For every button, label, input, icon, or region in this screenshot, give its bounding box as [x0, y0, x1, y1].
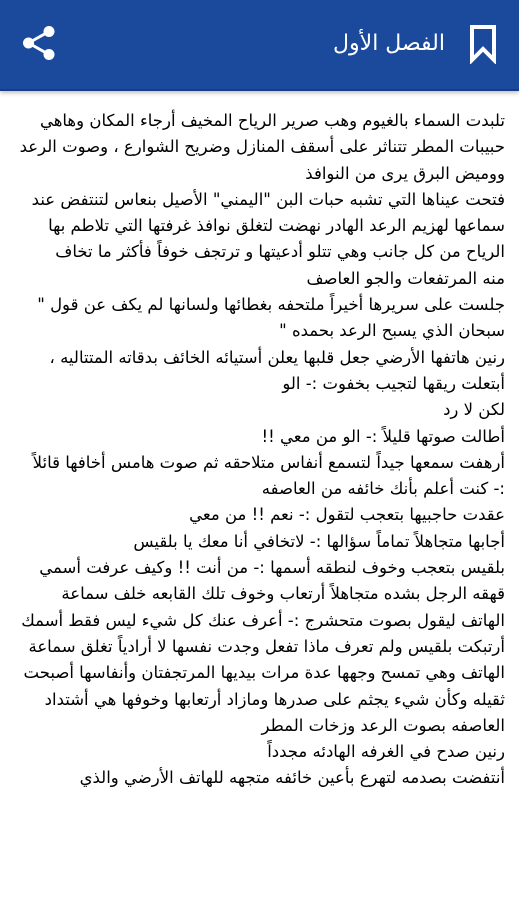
text-line: رنين صدح في الغرفه الهادئه مجدداً — [267, 742, 505, 762]
text-line: رنين هاتفها الأرضي جعل قلبها يعلن أستيائه الخائف بدقاته المتتاليه ، — [49, 347, 505, 367]
text-line: عقدت حاجبيها بتعجب لتقول :- نعم !! من معي — [189, 505, 505, 525]
text-line: العاصفه بصوت الرعد وزخات المطر — [261, 715, 505, 735]
text-line: سبحان الذي يسبح الرعد بحمده " — [279, 321, 505, 341]
chapter-text — [12, 108, 505, 792]
text-line: أجابها متجاهلاً تماماً سؤالها :- لاتخافي أنا معك يا بلقيس — [133, 531, 505, 551]
text-line: الهاتف ليقول بصوت متحشرج :- أعرف عنك كل شيء ليس فقط أسمك — [21, 610, 505, 630]
text-line: أرهفت سمعها جيداً لتسمع أنفاس متلاحقه ثم صوت هامس أخافها قائلاً — [32, 452, 505, 472]
text-line: ثقيله وكأن شيء يجثم على صدرها ومازاد أرتعابها وخوفها هي أشتداد — [44, 689, 505, 709]
text-line: أرتبكت بلقيس ولم تعرف ماذا تفعل وجدت نفسها لا أرادياً تغلق سماعة — [28, 636, 505, 656]
text-line: بلقيس بتعجب وخوف لنطقه أسمها :- من أنت !! وكيف عرفت أسمي — [39, 558, 505, 578]
text-line: الرياح من كل جانب وهي تتلو أدعيتها و ترتجف خوفاً فأكثر ما تخاف — [55, 242, 505, 262]
text-line: أطالت صوتها قليلاً :- الو من معي !! — [261, 426, 505, 446]
text-line: قهقه الرجل بشده متجاهلاً أرتعاب وخوف تلك القابعه خلف سماعة — [61, 584, 505, 604]
chapter-content[interactable] — [0, 108, 519, 900]
text-line: منه المرتفعات والجو العاصف — [306, 268, 505, 288]
text-line: لكن لا رد — [443, 400, 505, 420]
bookmark-button[interactable] — [465, 22, 501, 66]
share-icon — [20, 24, 58, 62]
app-bar — [0, 0, 519, 91]
share-button[interactable] — [18, 22, 60, 64]
text-line: سماعها لهزيم الرعد الهادر نهضت لتغلق نوافذ غرفتها التي تلاطم بها — [48, 216, 505, 236]
text-line: جلست على سريرها أخيراً ملتحفه بغطائها ولسانها لم يكف عن قول " — [37, 295, 505, 315]
bookmark-icon — [469, 24, 497, 64]
text-line: ووميض البرق يرى من النوافذ — [305, 163, 505, 183]
text-line: أنتفضت بصدمه لتهرع بأعين خائفه متجهه للهاتف الأرضي والذي — [79, 768, 505, 788]
text-line: الهاتف وهي تمسح وجهها عدة مرات بيديها المرتجفتان وأنفاسها أصبحت — [23, 663, 505, 683]
page-title: الفصل الأول — [333, 31, 445, 56]
text-line: أبتعلت ريقها لتجيب بخفوت :- الو — [282, 373, 505, 393]
text-line: حبيبات المطر تتناثر على أسقف المنازل وضريح الشوارع ، وصوت الرعد — [19, 137, 505, 157]
text-line: تلبدت السماء بالغيوم وهب صرير الرياح المخيف أرجاء المكان وهاهي — [39, 111, 505, 130]
text-line: فتحت عيناها التي تشبه حبات البن "اليمني" الأصيل بنعاس لتنتفض عند — [31, 189, 505, 209]
text-line: :- كنت أعلم بأنك خائفه من العاصفه — [261, 479, 505, 499]
